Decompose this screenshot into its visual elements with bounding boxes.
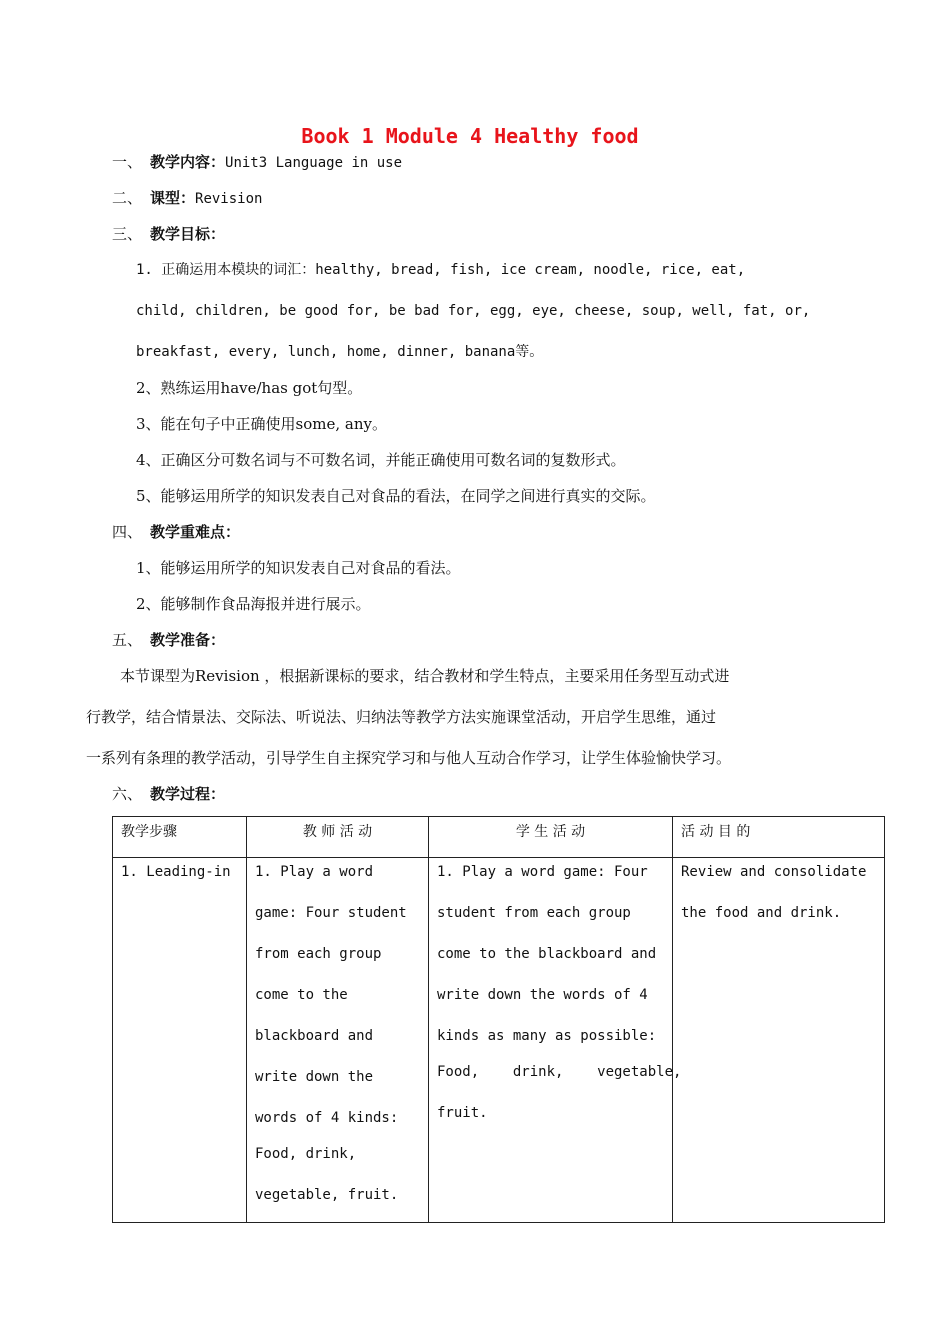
section-number: 一、 (112, 153, 143, 171)
column-header-purpose: 活 动 目 的 (673, 817, 885, 858)
teacher-line: come to the (255, 987, 348, 1003)
column-header-teacher: 教 师 活 动 (247, 817, 429, 858)
purpose-line: the food and drink. (681, 905, 842, 921)
section-label: 教学过程： (150, 785, 226, 803)
preparation-line-1: 本节课型为Revision ，根据新课标的要求，结合教材和学生特点，主要采用任务型互动式进 (120, 667, 730, 685)
section-number: 三、 (112, 225, 143, 243)
teacher-line: game: Four student (255, 905, 407, 921)
purpose-line: Review and consolidate (681, 864, 867, 880)
student-line: write down the words of 4 (437, 987, 648, 1003)
section-label: 教学重难点： (150, 523, 241, 541)
section-number: 六、 (112, 785, 143, 803)
objective-5: 5、能够运用所学的知识发表自己对食品的看法，在同学之间进行真实的交际。 (136, 487, 656, 505)
table-header-row (113, 817, 885, 858)
section-label: 课型： (150, 189, 196, 207)
column-header-step: 教学步骤 (113, 817, 247, 858)
objective-3: 3、能在句子中正确使用some, any。 (136, 415, 387, 433)
preparation-line-3: 一系列有条理的教学活动，引导学生自主探究学习和与他人互动合作学习，让学生体验愉快学习。 (86, 749, 732, 767)
student-line: 1. Play a word game: Four (437, 864, 648, 880)
objective-2: 2、熟练运用have/has got句型。 (136, 379, 363, 397)
cell-teacher-activity (247, 858, 429, 1223)
section-teaching-content (112, 152, 402, 173)
objective-1-line-1: 1. 正确运用本模块的词汇：healthy, bread, fish, ice cream, noodle, rice, eat, (136, 262, 746, 278)
teacher-line: words of 4 kinds: (255, 1110, 399, 1126)
teacher-line: Food, drink, (255, 1146, 357, 1162)
section-number: 四、 (112, 523, 143, 541)
student-line: fruit. (437, 1105, 488, 1121)
teaching-process-table (112, 816, 885, 1223)
student-line: student from each group (437, 905, 631, 921)
student-line: Food, drink, vegetable, (437, 1064, 682, 1080)
section-value: Unit3 Language in use (225, 155, 403, 171)
cell-student-activity (429, 858, 682, 1223)
difficulty-2: 2、能够制作食品海报并进行展示。 (136, 595, 371, 613)
teacher-line: 1. Play a word (255, 864, 374, 880)
section-objectives (112, 224, 225, 244)
cell-purpose (673, 858, 885, 1223)
teacher-line: vegetable, fruit. (255, 1187, 399, 1203)
document-title: Book 1 Module 4 Healthy food (301, 124, 639, 148)
teacher-line: blackboard and (255, 1028, 374, 1044)
objective-1-line-2: child, children, be good for, be bad for, egg, eye, cheese, soup, well, fat, or, (136, 303, 811, 319)
table-row (113, 858, 885, 1223)
section-number: 二、 (112, 189, 143, 207)
teacher-line: write down the (255, 1069, 374, 1085)
column-header-student: 学 生 活 动 (429, 817, 673, 858)
objective-1-line-3: breakfast, every, lunch, home, dinner, banana等。 (136, 344, 544, 360)
section-label: 教学目标： (150, 225, 226, 243)
section-number: 五、 (112, 631, 143, 649)
section-label: 教学内容： (150, 153, 226, 171)
cell-step (113, 858, 247, 1223)
step-text: 1. Leading-in (121, 864, 231, 880)
teacher-line: from each group (255, 946, 382, 962)
student-line: kinds as many as possible: (437, 1028, 657, 1044)
section-preparation (112, 630, 225, 650)
objective-4: 4、正确区分可数名词与不可数名词，并能正确使用可数名词的复数形式。 (136, 451, 626, 469)
preparation-line-2: 行教学，结合情景法、交际法、听说法、归纳法等教学方法实施课堂活动，开启学生思维，通过 (86, 708, 717, 726)
section-difficulties (112, 522, 240, 542)
student-line: come to the blackboard and (437, 946, 657, 962)
section-label: 教学准备： (150, 631, 226, 649)
section-process (112, 784, 225, 804)
section-lesson-type (112, 188, 262, 209)
section-value: Revision (195, 191, 263, 207)
difficulty-1: 1、能够运用所学的知识发表自己对食品的看法。 (136, 559, 461, 577)
